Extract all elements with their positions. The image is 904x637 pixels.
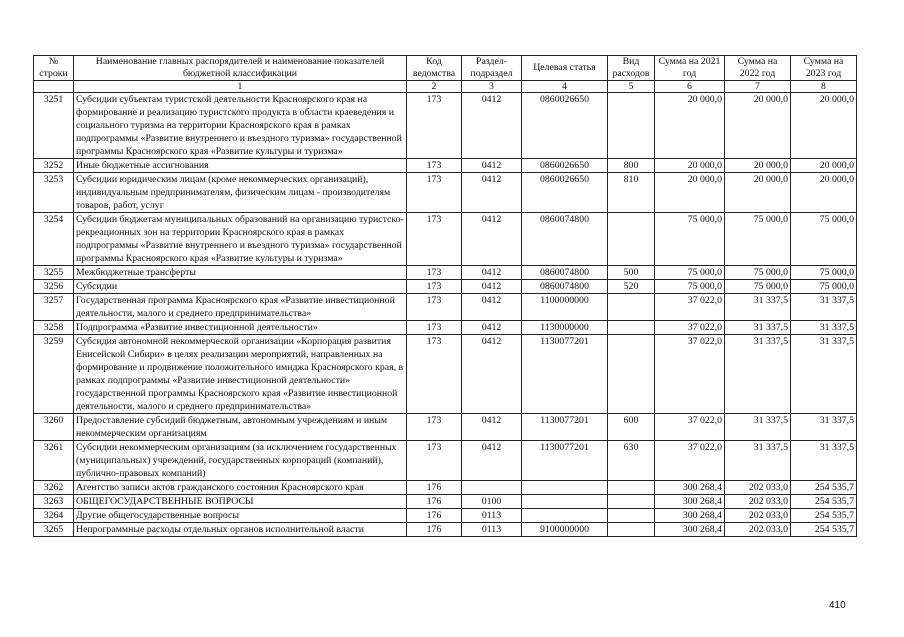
row-number: 3262 [34, 481, 74, 495]
row-target-item [522, 509, 608, 523]
row-name: Субсидии некоммерческим организациям (за исключением государственных (муниципальных) учреждений, государственных корпораций (компаний), публично-правовых компаний) [74, 441, 407, 481]
row-department-code: 176 [407, 495, 462, 509]
table-row [34, 280, 857, 294]
row-sum-2021: 75 000,0 [655, 280, 725, 294]
column-number: 6 [655, 81, 725, 93]
row-expense-type [608, 335, 655, 414]
row-section: 0412 [462, 93, 522, 159]
row-sum-2021: 20 000,0 [655, 173, 725, 213]
row-number: 3263 [34, 495, 74, 509]
row-sum-2022: 31 337,5 [725, 294, 791, 321]
row-section: 0412 [462, 414, 522, 441]
row-name: Агентство записи актов гражданского состояния Красноярского края [74, 481, 407, 495]
header-row-number: № строки [34, 56, 74, 81]
row-sum-2022: 202 033,0 [725, 481, 791, 495]
row-expense-type [608, 495, 655, 509]
row-department-code: 173 [407, 335, 462, 414]
header-expense-type: Вид расходов [608, 56, 655, 81]
header-name: Наименование главных распорядителей и наименование показателей бюджетной классификации [74, 56, 407, 81]
row-target-item [522, 481, 608, 495]
table-row [34, 414, 857, 441]
row-sum-2023: 254 535,7 [791, 495, 857, 509]
row-sum-2022: 202 033,0 [725, 509, 791, 523]
row-sum-2023: 254 535,7 [791, 523, 857, 537]
row-sum-2021: 20 000,0 [655, 159, 725, 173]
table-row [34, 523, 857, 537]
row-department-code: 173 [407, 321, 462, 335]
row-expense-type [608, 294, 655, 321]
row-sum-2022: 31 337,5 [725, 441, 791, 481]
table-row [34, 481, 857, 495]
row-sum-2021: 300 268,4 [655, 495, 725, 509]
row-department-code: 176 [407, 509, 462, 523]
table-row [34, 159, 857, 173]
header-department-code: Код ведомства [407, 56, 462, 81]
row-sum-2022: 31 337,5 [725, 414, 791, 441]
row-target-item: 1100000000 [522, 294, 608, 321]
row-name: Иные бюджетные ассигнования [74, 159, 407, 173]
row-sum-2021: 300 268,4 [655, 523, 725, 537]
row-section: 0412 [462, 213, 522, 266]
row-expense-type: 800 [608, 159, 655, 173]
row-number: 3265 [34, 523, 74, 537]
row-section [462, 481, 522, 495]
row-sum-2023: 31 337,5 [791, 335, 857, 414]
row-number: 3254 [34, 213, 74, 266]
row-target-item: 1130077201 [522, 441, 608, 481]
column-number: 4 [522, 81, 608, 93]
row-sum-2021: 37 022,0 [655, 441, 725, 481]
row-sum-2021: 37 022,0 [655, 335, 725, 414]
row-target-item: 0860074800 [522, 213, 608, 266]
row-sum-2022: 31 337,5 [725, 335, 791, 414]
row-section: 0412 [462, 159, 522, 173]
row-sum-2022: 202 033,0 [725, 523, 791, 537]
row-sum-2023: 75 000,0 [791, 280, 857, 294]
row-sum-2023: 254 535,7 [791, 509, 857, 523]
table-row [34, 294, 857, 321]
row-expense-type: 500 [608, 266, 655, 280]
row-expense-type [608, 523, 655, 537]
row-department-code: 173 [407, 173, 462, 213]
table-row [34, 335, 857, 414]
row-department-code: 176 [407, 523, 462, 537]
row-number: 3261 [34, 441, 74, 481]
page-number: 410 [829, 600, 846, 611]
row-section: 0412 [462, 321, 522, 335]
row-target-item: 0860026650 [522, 173, 608, 213]
row-sum-2021: 300 268,4 [655, 509, 725, 523]
row-sum-2021: 37 022,0 [655, 414, 725, 441]
row-sum-2022: 31 337,5 [725, 321, 791, 335]
row-target-item [522, 495, 608, 509]
table-row [34, 266, 857, 280]
column-number-row [34, 81, 857, 93]
row-sum-2021: 37 022,0 [655, 321, 725, 335]
table-row [34, 321, 857, 335]
row-sum-2023: 75 000,0 [791, 266, 857, 280]
row-target-item: 0860026650 [522, 159, 608, 173]
row-target-item: 0860026650 [522, 93, 608, 159]
row-sum-2021: 75 000,0 [655, 266, 725, 280]
row-sum-2023: 20 000,0 [791, 93, 857, 159]
row-sum-2023: 31 337,5 [791, 414, 857, 441]
row-department-code: 173 [407, 93, 462, 159]
header-sum-2022: Сумма на 2022 год [725, 56, 791, 81]
row-number: 3259 [34, 335, 74, 414]
row-target-item: 1130077201 [522, 335, 608, 414]
column-number: 1 [74, 81, 407, 93]
row-department-code: 173 [407, 294, 462, 321]
row-name: Субсидии [74, 280, 407, 294]
row-sum-2023: 75 000,0 [791, 213, 857, 266]
row-name: Предоставление субсидий бюджетным, автономным учреждениям и иным некоммерческим организациям [74, 414, 407, 441]
row-number: 3257 [34, 294, 74, 321]
row-name: Субсидии юридическим лицам (кроме некоммерческих организаций), индивидуальным предпринимателям, физическим лицам - производителям товаров, работ, услуг [74, 173, 407, 213]
row-target-item: 1130000000 [522, 321, 608, 335]
row-sum-2022: 75 000,0 [725, 280, 791, 294]
column-number: 8 [791, 81, 857, 93]
row-sum-2021: 37 022,0 [655, 294, 725, 321]
column-number: 7 [725, 81, 791, 93]
row-number: 3260 [34, 414, 74, 441]
header-section: Раздел-подраздел [462, 56, 522, 81]
row-expense-type: 810 [608, 173, 655, 213]
column-number: 5 [608, 81, 655, 93]
column-number [34, 81, 74, 93]
row-expense-type: 520 [608, 280, 655, 294]
row-sum-2022: 20 000,0 [725, 159, 791, 173]
row-sum-2023: 31 337,5 [791, 321, 857, 335]
row-expense-type [608, 213, 655, 266]
row-section: 0412 [462, 335, 522, 414]
budget-table [33, 55, 857, 537]
row-name: Непрограммные расходы отдельных органов исполнительной власти [74, 523, 407, 537]
row-sum-2023: 254 535,7 [791, 481, 857, 495]
row-sum-2022: 75 000,0 [725, 266, 791, 280]
row-department-code: 173 [407, 159, 462, 173]
row-expense-type [608, 481, 655, 495]
row-target-item: 0860074800 [522, 280, 608, 294]
row-department-code: 173 [407, 213, 462, 266]
table-row [34, 213, 857, 266]
row-name: Другие общегосударственные вопросы [74, 509, 407, 523]
row-number: 3258 [34, 321, 74, 335]
row-expense-type [608, 509, 655, 523]
table-header [34, 56, 857, 93]
column-number: 3 [462, 81, 522, 93]
row-name: Межбюджетные трансферты [74, 266, 407, 280]
row-name: ОБЩЕГОСУДАРСТВЕННЫЕ ВОПРОСЫ [74, 495, 407, 509]
table-row [34, 173, 857, 213]
header-sum-2021: Сумма на 2021 год [655, 56, 725, 81]
row-department-code: 173 [407, 266, 462, 280]
row-department-code: 176 [407, 481, 462, 495]
row-section: 0113 [462, 523, 522, 537]
row-section: 0412 [462, 441, 522, 481]
row-sum-2021: 300 268,4 [655, 481, 725, 495]
row-number: 3264 [34, 509, 74, 523]
row-expense-type [608, 93, 655, 159]
row-expense-type: 600 [608, 414, 655, 441]
row-sum-2023: 31 337,5 [791, 294, 857, 321]
header-row [34, 56, 857, 81]
row-number: 3256 [34, 280, 74, 294]
row-expense-type: 630 [608, 441, 655, 481]
row-name: Субсидия автономной некоммерческой организации «Корпорация развития Енисейской Сибири» в целях реализации мероприятий, направленных на формирование и продвижение положительного имиджа Красноярского края, в рамках подпрограммы «Развитие инвестиционной деятельности» государственной программы Красноярского края «Развитие инвестиционной деятельности, малого и среднего предпринимательства» [74, 335, 407, 414]
table-row [34, 93, 857, 159]
row-name: Субсидии субъектам туристской деятельности Красноярского края на формирование и реализацию туристского продукта в области краеведения и социального туризма на территории Красноярского края в рамках подпрограммы «Развитие внутреннего и въездного туризма» государственной программы Красноярского края «Развитие культуры и туризма» [74, 93, 407, 159]
table-row [34, 441, 857, 481]
row-sum-2023: 20 000,0 [791, 173, 857, 213]
table-row [34, 509, 857, 523]
row-section: 0412 [462, 294, 522, 321]
row-target-item: 0860074800 [522, 266, 608, 280]
row-section: 0113 [462, 509, 522, 523]
row-sum-2022: 20 000,0 [725, 93, 791, 159]
row-sum-2021: 75 000,0 [655, 213, 725, 266]
header-sum-2023: Сумма на 2023 год [791, 56, 857, 81]
row-sum-2022: 20 000,0 [725, 173, 791, 213]
row-sum-2023: 20 000,0 [791, 159, 857, 173]
row-number: 3251 [34, 93, 74, 159]
row-name: Субсидии бюджетам муниципальных образований на организацию туристско-рекреационных зон на территории Красноярского края в рамках подпрограммы «Развитие внутреннего и въездного туризма» государственной программы Красноярского края «Развитие культуры и туризма» [74, 213, 407, 266]
row-sum-2022: 202 033,0 [725, 495, 791, 509]
column-number: 2 [407, 81, 462, 93]
row-department-code: 173 [407, 280, 462, 294]
row-section: 0412 [462, 280, 522, 294]
row-number: 3252 [34, 159, 74, 173]
row-sum-2022: 75 000,0 [725, 213, 791, 266]
row-target-item: 1130077201 [522, 414, 608, 441]
row-sum-2023: 31 337,5 [791, 441, 857, 481]
row-sum-2021: 20 000,0 [655, 93, 725, 159]
row-name: Подпрограмма «Развитие инвестиционной деятельности» [74, 321, 407, 335]
row-expense-type [608, 321, 655, 335]
table-body [34, 93, 857, 537]
row-section: 0412 [462, 266, 522, 280]
row-number: 3253 [34, 173, 74, 213]
row-section: 0100 [462, 495, 522, 509]
table-row [34, 495, 857, 509]
row-number: 3255 [34, 266, 74, 280]
row-name: Государственная программа Красноярского края «Развитие инвестиционной деятельности, малого и среднего предпринимательства» [74, 294, 407, 321]
header-target-item: Целевая статья [522, 56, 608, 81]
row-department-code: 173 [407, 441, 462, 481]
row-section: 0412 [462, 173, 522, 213]
row-department-code: 173 [407, 414, 462, 441]
row-target-item: 9100000000 [522, 523, 608, 537]
